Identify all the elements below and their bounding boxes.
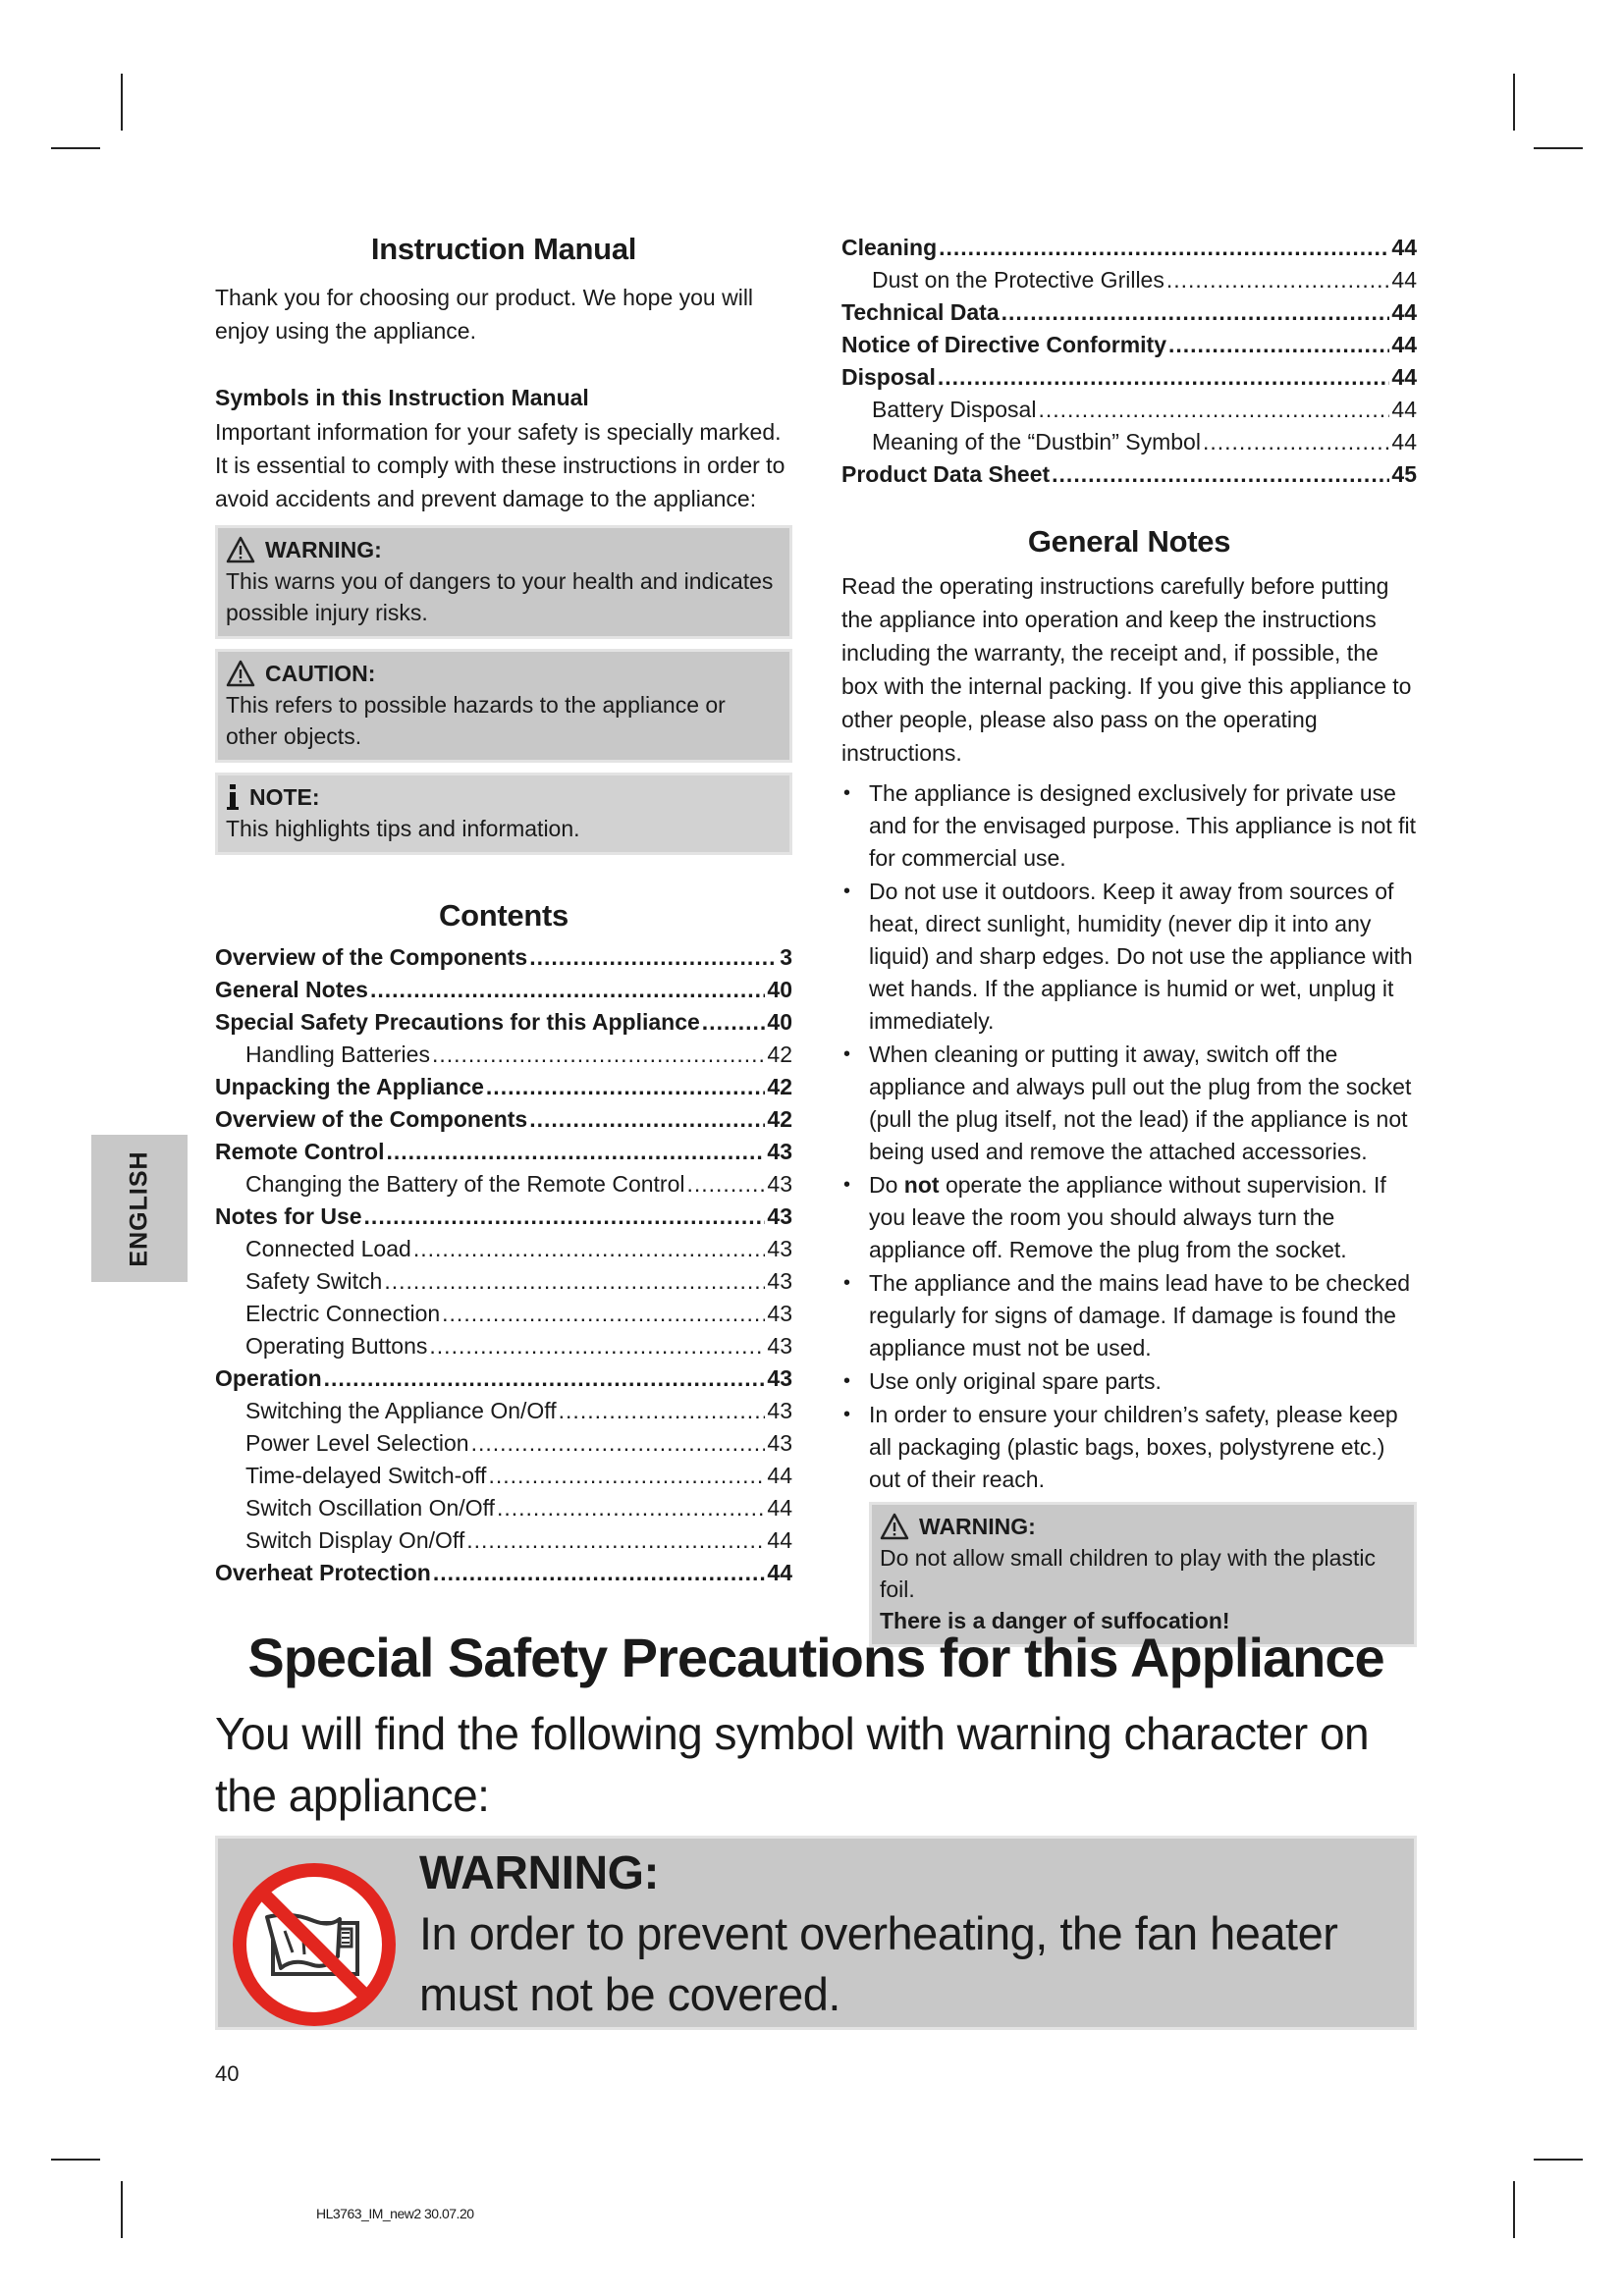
contents-leader-dots bbox=[384, 1265, 765, 1298]
general-notes-bullets bbox=[841, 777, 1417, 1496]
contents-entry-page: 44 bbox=[1391, 364, 1417, 390]
page-number: 40 bbox=[215, 2061, 240, 2086]
warning-triangle-icon bbox=[226, 536, 255, 563]
contents-leader-dots bbox=[486, 1071, 765, 1103]
contents-entry-page: 44 bbox=[1391, 299, 1417, 325]
contents-entry bbox=[215, 1492, 792, 1524]
contents-leader-dots bbox=[324, 1362, 766, 1395]
crop-mark bbox=[1513, 2181, 1515, 2238]
bullet-text-bold: not bbox=[903, 1172, 940, 1198]
contents-entry-page: 44 bbox=[1391, 397, 1417, 422]
contents-entry-page: 43 bbox=[767, 1430, 792, 1456]
suffocation-warning-emphasis: There is a danger of suffocation! bbox=[880, 1608, 1230, 1633]
contents-entry-label: Overview of the Components bbox=[215, 1106, 528, 1132]
contents-entry-label: Meaning of the “Dustbin” Symbol bbox=[872, 429, 1201, 454]
crop-mark bbox=[51, 147, 100, 149]
general-notes-bullet bbox=[841, 1169, 1417, 1266]
contents-entry-label: Operating Buttons bbox=[245, 1333, 428, 1359]
warning-title bbox=[226, 534, 782, 565]
contents-list bbox=[215, 941, 792, 1589]
contents-entry-label: Notes for Use bbox=[215, 1203, 362, 1229]
overheating-warning-label: WARNING: bbox=[419, 1847, 659, 1899]
footer-code: HL3763_IM_new2 30.07.20 bbox=[316, 2206, 474, 2221]
contents-leader-dots bbox=[1203, 426, 1389, 458]
intro-text: Thank you for choosing our product. We hope you will enjoy using the appliance. bbox=[215, 285, 754, 344]
contents-entry bbox=[215, 1103, 792, 1136]
right-column bbox=[841, 232, 1417, 1647]
contents-leader-dots bbox=[939, 232, 1389, 264]
warning-text: This warns you of dangers to your health and indicates possible injury risks. bbox=[226, 568, 774, 625]
contents-entry bbox=[215, 1557, 792, 1589]
contents-entry bbox=[841, 426, 1417, 458]
contents-entry-page: 44 bbox=[1391, 332, 1417, 357]
crop-mark bbox=[1513, 74, 1515, 131]
contents-entry-label: Connected Load bbox=[245, 1236, 411, 1261]
intro-title: Instruction Manual bbox=[370, 232, 637, 266]
suffocation-warning-text: Do not allow small children to play with the plastic foil. bbox=[880, 1545, 1376, 1602]
contents-entry-label: Electric Connection bbox=[245, 1301, 441, 1326]
contents-entry-page: 42 bbox=[767, 1074, 792, 1099]
general-notes-bullet: • Use only original spare parts. bbox=[841, 1365, 1417, 1398]
contents-entry-page: 42 bbox=[767, 1041, 792, 1067]
contents-entry-page: 40 bbox=[767, 1009, 792, 1035]
contents-leader-dots bbox=[471, 1427, 766, 1460]
contents-entry bbox=[215, 974, 792, 1006]
contents-entry bbox=[215, 1201, 792, 1233]
contents-leader-dots bbox=[442, 1298, 765, 1330]
general-notes-bullet: • Do not use it outdoors. Keep it away from sources of heat, direct sunlight, humidity (never dip it into any liquid) and sharp edges. Do not use the appliance with wet hands. If the appliance is humid or wet, unplug it immediately. bbox=[841, 876, 1417, 1038]
contents-entry bbox=[215, 1006, 792, 1039]
contents-leader-dots bbox=[1038, 394, 1389, 426]
contents-leader-dots bbox=[1168, 329, 1389, 361]
general-notes-bullet: • When cleaning or putting it away, switch off the appliance and always pull out the plug from the socket (pull the plug itself, not the lead) if the appliance is not being used and remove the attached accessories. bbox=[841, 1039, 1417, 1168]
overheating-warning-box bbox=[215, 1836, 1417, 2030]
contents-entry-label: Cleaning bbox=[841, 235, 938, 260]
contents-entry-label: Switching the Appliance On/Off bbox=[245, 1398, 557, 1423]
contents-leader-dots bbox=[387, 1136, 766, 1168]
contents-entry bbox=[841, 458, 1417, 491]
contents-entry-page: 3 bbox=[780, 944, 792, 970]
contents-entry bbox=[841, 329, 1417, 361]
contents-entry bbox=[841, 394, 1417, 426]
contents-entry-page: 40 bbox=[767, 977, 792, 1002]
note-title bbox=[226, 781, 782, 813]
contents-entry bbox=[215, 1395, 792, 1427]
note-text: This highlights tips and information. bbox=[226, 816, 580, 841]
caution-title bbox=[226, 658, 782, 689]
caution-label: CAUTION: bbox=[265, 661, 376, 686]
contents-entry bbox=[215, 1298, 792, 1330]
contents-entry-page: 44 bbox=[767, 1495, 792, 1521]
general-notes-bullet: • The appliance is designed exclusively for private use and for the envisaged purpose. This appliance is not fit for commercial use. bbox=[841, 777, 1417, 875]
contents-entry-page: 43 bbox=[767, 1365, 792, 1391]
contents-entry bbox=[215, 1233, 792, 1265]
contents-entry-page: 44 bbox=[1391, 267, 1417, 293]
warning-box bbox=[215, 525, 792, 639]
warning-triangle-icon bbox=[226, 660, 255, 687]
contents-entry bbox=[215, 1524, 792, 1557]
contents-leader-dots bbox=[702, 1006, 766, 1039]
contents-entry bbox=[215, 1168, 792, 1201]
contents-entry-label: Remote Control bbox=[215, 1139, 385, 1164]
contents-entry-label: Dust on the Protective Grilles bbox=[872, 267, 1164, 293]
contents-entry-page: 44 bbox=[767, 1560, 792, 1585]
contents-entry-label: Time-delayed Switch-off bbox=[245, 1463, 487, 1488]
contents-leader-dots bbox=[529, 941, 778, 974]
crop-mark bbox=[121, 2181, 123, 2238]
caution-text: This refers to possible hazards to the appliance or other objects. bbox=[226, 692, 726, 749]
contents-leader-dots bbox=[413, 1233, 766, 1265]
contents-entry-page: 43 bbox=[767, 1139, 792, 1164]
language-tab-label: ENGLISH bbox=[125, 1149, 153, 1267]
contents-entry-label: Notice of Directive Conformity bbox=[841, 332, 1166, 357]
contents-title: Contents bbox=[439, 898, 568, 933]
general-notes-text: Read the operating instructions carefully before putting the appliance into operation and keep the instructions including the warranty, the receipt and, if possible, the box with the internal packing. If you give this appliance to other people, please also pass on the operating instructions. bbox=[841, 573, 1412, 766]
contents-entry-page: 42 bbox=[767, 1106, 792, 1132]
contents-leader-dots bbox=[432, 1039, 765, 1071]
safety-section-title: Special Safety Precautions for this Appliance bbox=[247, 1627, 1384, 1688]
crop-mark bbox=[51, 2159, 100, 2161]
contents-entry bbox=[215, 1039, 792, 1071]
contents-entry bbox=[841, 296, 1417, 329]
contents-entry-page: 43 bbox=[767, 1398, 792, 1423]
contents-leader-dots bbox=[938, 361, 1390, 394]
contents-entry bbox=[215, 1362, 792, 1395]
left-column bbox=[215, 232, 792, 1589]
contents-entry-page: 44 bbox=[767, 1527, 792, 1553]
contents-leader-dots bbox=[529, 1103, 765, 1136]
language-tab bbox=[91, 1135, 188, 1282]
contents-entry bbox=[215, 1427, 792, 1460]
symbols-text: Important information for your safety is specially marked. It is essential to comply with these instructions in order to avoid accidents and prevent damage to the appliance: bbox=[215, 419, 785, 511]
contents-entry-page: 43 bbox=[767, 1301, 792, 1326]
contents-leader-dots bbox=[1001, 296, 1390, 329]
bullet-text-post: operate the appliance without supervision. If you leave the room you should always turn the appliance off. Remove the plug from the socket. bbox=[869, 1172, 1386, 1262]
contents-leader-dots bbox=[497, 1492, 765, 1524]
crop-mark bbox=[121, 74, 123, 131]
contents-entry-label: Switch Oscillation On/Off bbox=[245, 1495, 495, 1521]
contents-entry-label: Product Data Sheet bbox=[841, 461, 1051, 487]
info-icon bbox=[226, 783, 240, 811]
contents-entry-label: Disposal bbox=[841, 364, 936, 390]
contents-leader-dots bbox=[686, 1168, 765, 1201]
contents-entry-page: 44 bbox=[1391, 429, 1417, 454]
contents-entry-page: 44 bbox=[1391, 235, 1417, 260]
contents-entry-label: Battery Disposal bbox=[872, 397, 1037, 422]
contents-entry-page: 43 bbox=[767, 1203, 792, 1229]
warning-triangle-icon bbox=[880, 1513, 909, 1540]
contents-entry-page: 43 bbox=[767, 1171, 792, 1197]
contents-entry-label: Technical Data bbox=[841, 299, 1000, 325]
crop-mark bbox=[1534, 147, 1583, 149]
contents-leader-dots bbox=[559, 1395, 766, 1427]
contents-entry-label: Special Safety Precautions for this Appliance bbox=[215, 1009, 700, 1035]
contents-entry bbox=[215, 1330, 792, 1362]
suffocation-warning-title bbox=[880, 1511, 1406, 1542]
contents-list-continued bbox=[841, 232, 1417, 491]
note-box bbox=[215, 773, 792, 855]
contents-entry bbox=[215, 941, 792, 974]
symbols-heading: Symbols in this Instruction Manual bbox=[215, 385, 589, 410]
contents-entry bbox=[215, 1136, 792, 1168]
general-notes-bullet: • In order to ensure your children’s safety, please keep all packaging (plastic bags, boxes, polystyrene etc.) out of their reach. bbox=[841, 1399, 1417, 1496]
contents-entry bbox=[215, 1265, 792, 1298]
caution-box bbox=[215, 649, 792, 763]
contents-entry-label: General Notes bbox=[215, 977, 368, 1002]
contents-entry-label: Safety Switch bbox=[245, 1268, 383, 1294]
general-notes-title: General Notes bbox=[1027, 524, 1231, 559]
crop-mark bbox=[1534, 2159, 1583, 2161]
safety-section-intro: You will find the following symbol with warning character on the appliance: bbox=[215, 1708, 1370, 1821]
general-notes-bullet: • The appliance and the mains lead have to be checked regularly for signs of damage. If damage is found the appliance must not be used. bbox=[841, 1267, 1417, 1364]
contents-entry-label: Overheat Protection bbox=[215, 1560, 431, 1585]
contents-entry-page: 43 bbox=[767, 1333, 792, 1359]
suffocation-warning-label: WARNING: bbox=[919, 1514, 1036, 1539]
warning-label: WARNING: bbox=[265, 537, 382, 562]
contents-entry bbox=[841, 361, 1417, 394]
contents-entry-page: 43 bbox=[767, 1236, 792, 1261]
contents-entry bbox=[215, 1071, 792, 1103]
contents-entry-label: Switch Display On/Off bbox=[245, 1527, 465, 1553]
contents-leader-dots bbox=[1052, 458, 1389, 491]
contents-leader-dots bbox=[466, 1524, 765, 1557]
contents-entry bbox=[841, 264, 1417, 296]
contents-leader-dots bbox=[429, 1330, 765, 1362]
contents-entry-label: Changing the Battery of the Remote Control bbox=[245, 1171, 685, 1197]
contents-entry bbox=[215, 1460, 792, 1492]
overheating-warning-text: In order to prevent overheating, the fan heater must not be covered. bbox=[419, 1907, 1338, 2020]
contents-entry-page: 45 bbox=[1391, 461, 1417, 487]
contents-leader-dots bbox=[433, 1557, 766, 1589]
contents-entry bbox=[841, 232, 1417, 264]
contents-entry-page: 44 bbox=[767, 1463, 792, 1488]
note-label: NOTE: bbox=[249, 784, 320, 810]
contents-entry-label: Power Level Selection bbox=[245, 1430, 469, 1456]
bullet-text-pre: Do bbox=[869, 1172, 904, 1198]
contents-entry-label: Unpacking the Appliance bbox=[215, 1074, 484, 1099]
do-not-cover-icon bbox=[232, 1862, 397, 2027]
contents-leader-dots bbox=[488, 1460, 765, 1492]
contents-entry-label: Overview of the Components bbox=[215, 944, 528, 970]
contents-entry-label: Operation bbox=[215, 1365, 322, 1391]
contents-entry-label: Handling Batteries bbox=[245, 1041, 430, 1067]
contents-leader-dots bbox=[1166, 264, 1390, 296]
contents-entry-page: 43 bbox=[767, 1268, 792, 1294]
contents-leader-dots bbox=[370, 974, 765, 1006]
contents-leader-dots bbox=[364, 1201, 766, 1233]
